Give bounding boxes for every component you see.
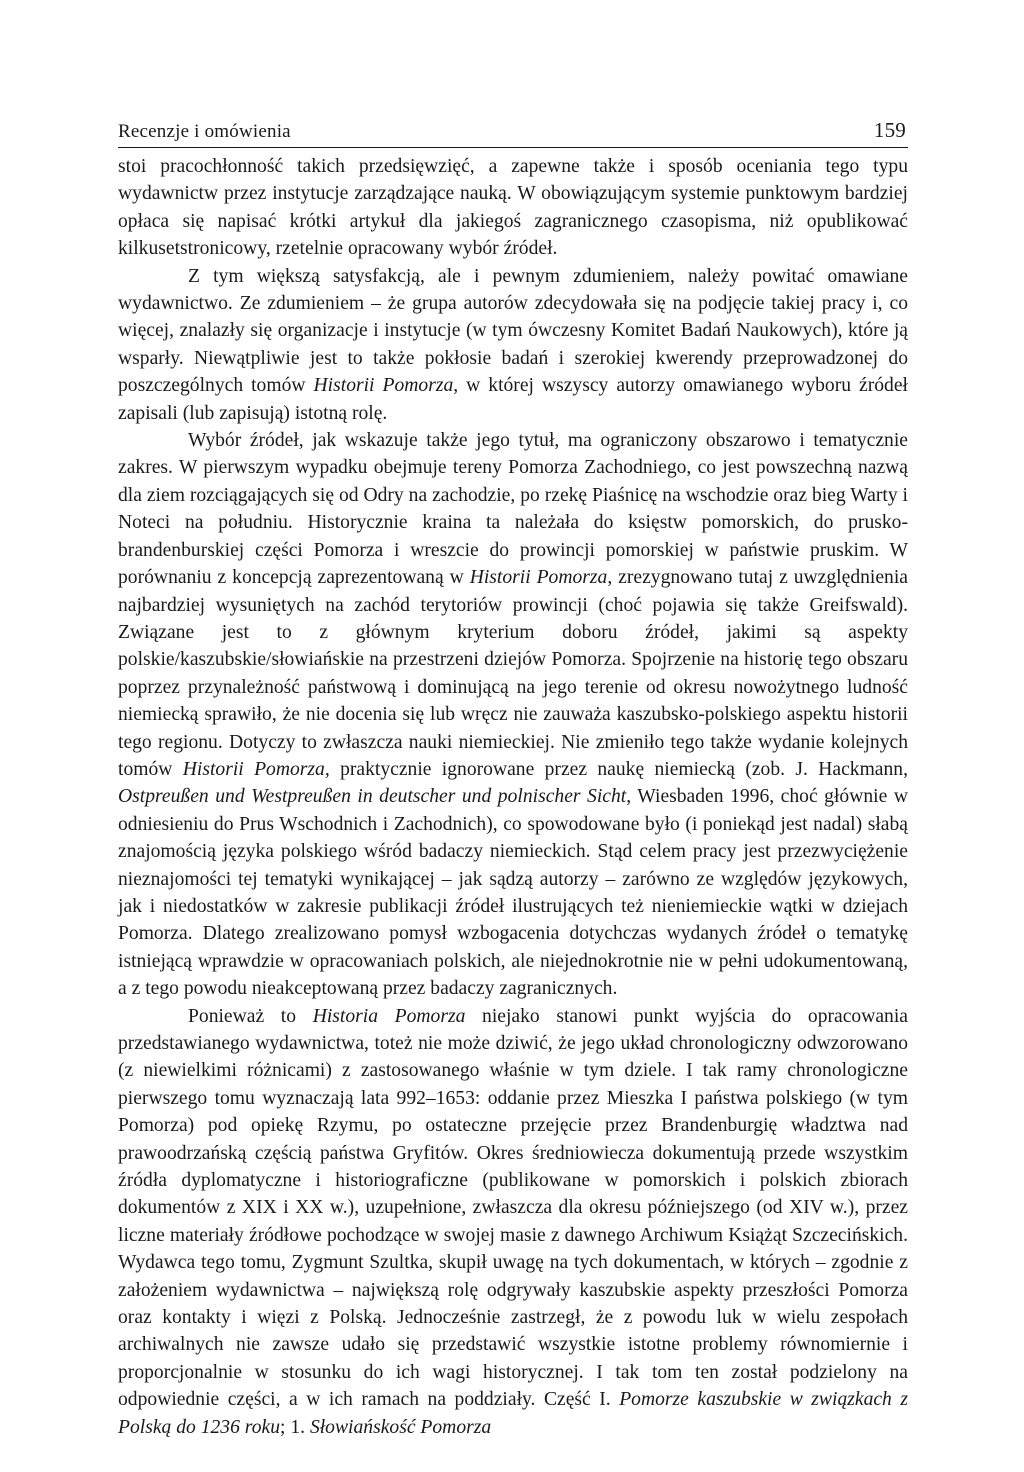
italic-title: Historii Pomorza bbox=[182, 758, 325, 780]
text-run: stoi pracochłonność takich przedsięwzięć, a zapewne także i sposób oceniania tego typu wydawnictw przez instytucje zarządzające nauką. W obowiązującym systemie punktowym bardziej opłaca się napisać krótki artykuł dla jakiegoś zagranicznego czasopisma, niż opublikować kilkusetstronicowy, rzetelnie opracowany wybór źródeł. bbox=[118, 156, 908, 260]
italic-title: Historii Pomorza bbox=[469, 567, 608, 589]
text-run: Ponieważ to bbox=[188, 1005, 313, 1027]
text-run: niejako stanowi punkt wyjścia do opracowania przedstawianego wydawnictwa, toteż nie może dziwić, że jego układ chronologiczny odwzorowano (z niewielkimi różnicami) z zastosowanego właśnie w tym dziele. I tak ramy chronologiczne pierwszego tomu wyznaczają lata 992–1653: oddanie przez Mieszka I państwa polskiego (w tym Pomorza) pod opiekę Rzymu, po ostateczne przejęcie przez Brandenburgię władztwa nad prawoodrzańską częścią państwa Gryfitów. Okres średniowiecza dokumentują przede wszystkim źródła dyplomatyczne i historiograficzne (publikowane w pomorskich i polskich zbiorach dokumentów z XIX i XX w.), uzupełnione, zwłaszcza dla okresu późniejszego (od XIV w.), przez liczne materiały źródłowe pochodzące w swojej masie z dawnego Archiwum Książąt Szczecińskich. Wydawca tego tomu, Zygmunt Szultka, skupił uwagę na tych dokumentach, w których – zgodnie z założeniem wydawnictwa – największą rolę odgrywały kaszubskie aspekty przeszłości Pomorza oraz kontakty i więzi z Polską. Jednocześnie zastrzegł, że z powodu luk w wielu zespołach archiwalnych nie zawsze udało się przedstawić wszystkie istotne problemy równomiernie i proporcjonalnie w stosunku do ich wagi historycznej. I tak tom ten został podzielony na odpowiednie części, a w ich ramach na poddziały. Część I. bbox=[118, 1005, 908, 1411]
italic-title: Historia Pomorza bbox=[312, 1005, 466, 1027]
section-title: Recenzje i omówienia bbox=[118, 121, 291, 142]
paragraph bbox=[118, 263, 908, 427]
running-header bbox=[118, 118, 908, 148]
page-number: 159 bbox=[873, 118, 906, 142]
document-page bbox=[118, 118, 908, 1441]
text-run: , w której wszyscy autorzy omawianego wyboru źródeł zapisali (lub zapisują) istotną rolę. bbox=[118, 375, 908, 424]
text-run: ; 1. bbox=[280, 1416, 310, 1438]
italic-title: Słowiańskość Pomorza bbox=[309, 1416, 492, 1438]
italic-title: Historii Pomorza bbox=[313, 375, 454, 397]
paragraph bbox=[118, 1003, 908, 1442]
italic-title: Ostpreußen und Westpreußen in deutscher und polnischer Sicht bbox=[118, 786, 627, 808]
paragraph bbox=[118, 153, 908, 263]
text-run: Z tym większą satysfakcją, ale i pewnym zdumieniem, należy powitać omawiane wydawnictwo. Ze zdumieniem – że grupa autorów zdecydowała się na podjęcie takiej pracy i, co więcej, znalazły się organizacje i instytucje (w tym ówczesny Komitet Badań Naukowych), które ją wsparły. Niewątpliwie jest to także pokłosie badań i szerokiej kwerendy przeprowadzonej do poszczególnych tomów bbox=[118, 265, 908, 397]
text-run: Wybór źródeł, jak wskazuje także jego tytuł, ma ograniczony obszarowo i tematycznie zakres. W pierwszym wypadku obejmuje tereny Pomorza Zachodniego, co jest powszechną nazwą dla ziem rozciągających się od Odry na zachodzie, po rzekę Piaśnicę na wschodzie oraz bieg Warty i Noteci na południu. Historycznie kraina ta należała do księstw pomorskich, do prusko-brandenburskiej części Pomorza i wreszcie do prowincji pomorskiej w państwie pruskim. W porównaniu z koncepcją zaprezentowaną w bbox=[118, 430, 908, 589]
text-run: , zrezygnowano tutaj z uwzględnienia najbardziej wysuniętych na zachód terytoriów prowincji (choć pojawia się także Greifswald). Związane jest to z głównym kryterium doboru źródeł, jakimi są aspekty polskie/kaszubskie/słowiańskie na przestrzeni dziejów Pomorza. Spojrzenie na historię tego obszaru poprzez przynależność państwową i dominującą na jego terenie od okresu nowożytnego ludność niemiecką sprawiło, że nie docenia się lub wręcz nie zauważa kaszubsko-polskiego aspektu historii tego regionu. Dotyczy to zwłaszcza nauki niemieckiej. Nie zmieniło tego także wydanie kolejnych tomów bbox=[118, 567, 908, 780]
paragraph bbox=[118, 427, 908, 1003]
text-run: , praktycznie ignorowane przez naukę niemiecką (zob. J. Hackmann, bbox=[324, 758, 908, 780]
text-run: , Wiesbaden 1996, choć głównie w odniesieniu do Prus Wschodnich i Zachodnich), co spowodowane było (i poniekąd jest nadal) słabą znajomością języka polskiego wśród badaczy niemieckich. Stąd celem pracy jest przezwyciężenie nieznajomości tej tematyki wynikającej – jak sądzą autorzy – zarówno ze względów językowych, jak i niedostatków w zakresie publikacji źródeł ilustrujących też nieniemieckie wątki w dziejach Pomorza. Dlatego zrealizowano pomysł wzbogacenia dotychczas wydanych źródeł o tematykę istniejącą wprawdzie w opracowaniach polskich, ale niejednokrotnie nie w pełni udokumentowaną, a z tego powodu nieakceptowaną przez badaczy zagranicznych. bbox=[118, 786, 908, 1000]
body-text bbox=[118, 153, 908, 1441]
italic-title: Pomorze kaszubskie w związkach z Polską do 1236 roku bbox=[118, 1389, 909, 1438]
